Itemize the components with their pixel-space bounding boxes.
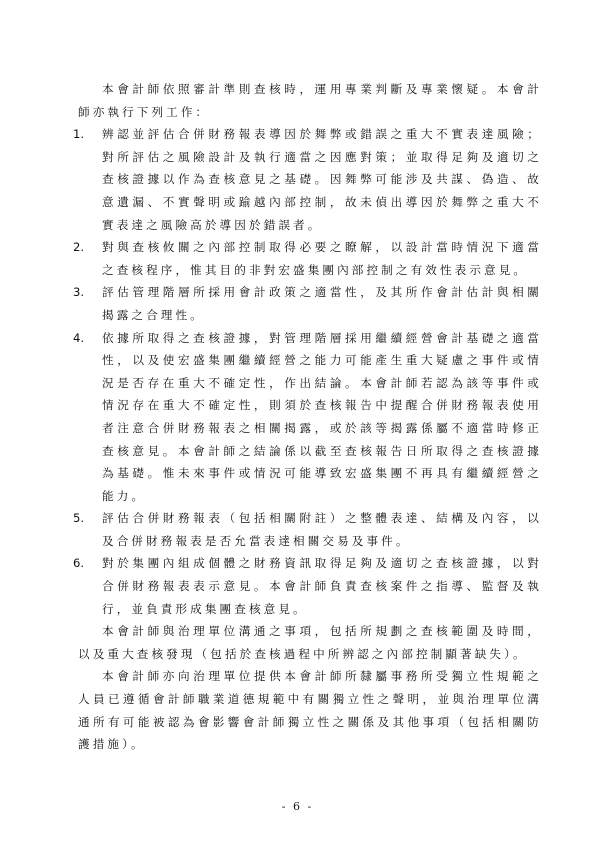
list-item	[73, 552, 542, 620]
list-item-text: 辨認並評估合併財務報表導因於舞弊或錯誤之重大不實表達風險；對所評估之風險設計及執行適當之因應對策；並取得足夠及適切之查核證據以作為查核意見之基礎。因舞弊可能涉及共謀、偽造、故意遺漏、不實聲明或踰越內部控制，故未偵出導因於舞弊之重大不實表達之風險高於導因於錯誤者。	[102, 127, 542, 232]
list-item	[73, 123, 542, 236]
list-item-number: 3.	[73, 285, 85, 300]
list-item-text: 評估管理階層所採用會計政策之適當性，及其所作會計估計與相關揭露之合理性。	[102, 285, 542, 322]
intro-paragraph: 本會計師依照審計準則查核時，運用專業判斷及專業懷疑。本會計師亦執行下列工作：	[78, 82, 542, 119]
list-item-text: 對於集團內組成個體之財務資訊取得足夠及適切之查核證據，以對合併財務報表表示意見。本會計師負責查核案件之指導、監督及執行，並負責形成集團查核意見。	[102, 556, 542, 616]
page-number: - 6 -	[281, 800, 314, 813]
list-item-number: 6.	[73, 556, 85, 571]
report-body	[73, 78, 542, 756]
procedures-list	[73, 123, 542, 620]
list-item-number: 2.	[73, 240, 85, 255]
list-item-number: 5.	[73, 511, 85, 526]
list-item	[73, 507, 542, 552]
list-item	[73, 281, 542, 326]
list-item-number: 4.	[73, 330, 85, 345]
list-item-text: 對與查核攸關之內部控制取得必要之瞭解，以設計當時情況下適當之查核程序，惟其目的非對宏盛集團內部控制之有效性表示意見。	[102, 240, 542, 277]
list-item	[73, 236, 542, 281]
independence-paragraph: 本會計師亦向治理單位提供本會計師所隸屬事務所受獨立性規範之人員已遵循會計師職業道德規範中有關獨立性之聲明，並與治理單位溝通所有可能被認為會影響會計師獨立性之關係及其他事項（包括相關防護措施）。	[78, 669, 542, 752]
list-item-text: 評估合併財務報表（包括相關附註）之整體表達、結構及內容，以及合併財務報表是否允當表達相關交易及事件。	[102, 511, 542, 548]
list-item-text: 依據所取得之查核證據，對管理階層採用繼續經營會計基礎之適當性，以及使宏盛集團繼續經營之能力可能產生重大疑慮之事件或情況是否存在重大不確定性，作出結論。本會計師若認為該等事件或情況存在重大不確定性，則須於查核報告中提醒合併財務報表使用者注意合併財務報表之相關揭露，或於該等揭露係屬不適當時修正查核意見。本會計師之結論係以截至查核報告日所取得之查核證據為基礎。惟未來事件或情況可能導致宏盛集團不再具有繼續經營之能力。	[102, 330, 542, 503]
governance-paragraph: 本會計師與治理單位溝通之事項，包括所規劃之查核範圍及時間，以及重大查核發現（包括於查核過程中所辨認之內部控制顯著缺失）。	[78, 624, 542, 661]
list-item-number: 1.	[73, 127, 85, 142]
list-item	[73, 327, 542, 508]
